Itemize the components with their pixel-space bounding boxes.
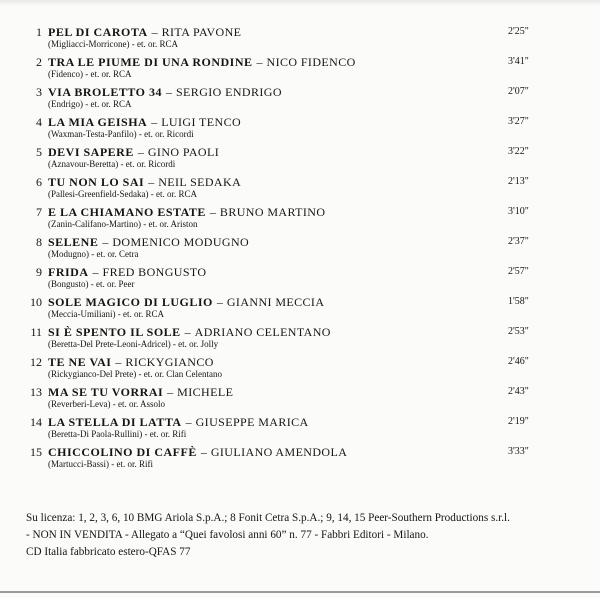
track-duration: 2'07"	[508, 86, 529, 97]
track-heading	[48, 25, 241, 39]
track-row	[0, 415, 600, 445]
title-artist-separator: –	[137, 145, 144, 159]
track-heading	[48, 145, 219, 159]
title-artist-separator: –	[209, 205, 216, 219]
track-title: TRA LE PIUME DI UNA RONDINE	[48, 55, 253, 69]
track-duration: 3'41"	[508, 56, 529, 67]
track-artist: NICO FIDENCO	[266, 55, 356, 69]
track-heading	[48, 295, 324, 309]
track-artist: GINO PAOLI	[147, 145, 220, 159]
track-row	[0, 55, 600, 85]
track-credits: (Modugno) - et. or. Cetra	[48, 249, 139, 259]
track-duration: 2'46"	[508, 356, 529, 367]
track-number: 8	[36, 235, 42, 249]
track-heading	[48, 385, 233, 399]
track-credits: (Fidenco) - et. or. RCA	[48, 69, 132, 79]
track-credits: (Reverberi-Leva) - et. or. Assolo	[48, 399, 165, 409]
track-artist: NEIL SEDAKA	[158, 175, 242, 189]
track-duration: 2'37"	[508, 236, 529, 247]
title-artist-separator: –	[165, 85, 172, 99]
track-number: 15	[30, 445, 42, 459]
track-title: LA MIA GEISHA	[48, 115, 148, 129]
track-number: 1	[36, 25, 42, 39]
track-heading	[48, 415, 309, 429]
track-row	[0, 85, 600, 115]
track-artist: SERGIO ENDRIGO	[175, 85, 282, 99]
track-heading	[48, 235, 249, 249]
title-artist-separator: –	[148, 175, 155, 189]
track-credits: (Beretta-Di Paola-Rullini) - et. or. Rifi	[48, 429, 187, 439]
track-duration: 2'53"	[508, 326, 529, 337]
license-line: Su licenza: 1, 2, 3, 6, 10 BMG Ariola S.p.A.; 8 Fonit Cetra S.p.A.; 9, 14, 15 Peer-Southern Productions s.r.l.	[26, 512, 510, 524]
track-heading	[48, 355, 214, 369]
track-credits: (Rickygianco-Del Prete) - et. or. Clan Celentano	[48, 369, 222, 379]
track-artist: GIULIANO AMENDOLA	[210, 445, 348, 459]
track-title: E LA CHIAMANO ESTATE	[48, 205, 206, 219]
title-artist-separator: –	[185, 415, 192, 429]
title-artist-separator: –	[151, 25, 158, 39]
track-row	[0, 145, 600, 175]
track-title: PEL DI CAROTA	[48, 25, 148, 39]
track-title: SELENE	[48, 235, 99, 249]
title-artist-separator: –	[92, 265, 99, 279]
track-title: MA SE TU VORRAI	[48, 385, 164, 399]
track-row	[0, 205, 600, 235]
track-title: CHICCOLINO DI CAFFÈ	[48, 445, 197, 459]
track-artist: BRUNO MARTINO	[219, 205, 326, 219]
track-title: DEVI SAPERE	[48, 145, 134, 159]
track-duration: 3'22"	[508, 146, 529, 157]
track-title: TU NON LO SAI	[48, 175, 145, 189]
track-number: 14	[30, 415, 42, 429]
track-duration: 3'33"	[508, 446, 529, 457]
title-artist-separator: –	[115, 355, 122, 369]
track-duration: 2'13"	[508, 176, 529, 187]
title-artist-separator: –	[216, 295, 223, 309]
track-heading	[48, 85, 282, 99]
track-credits: (Zanin-Califano-Martino) - et. or. Ariston	[48, 219, 198, 229]
track-number: 13	[30, 385, 42, 399]
track-row	[0, 385, 600, 415]
track-title: SI È SPENTO IL SOLE	[48, 325, 181, 339]
track-title: SOLE MAGICO DI LUGLIO	[48, 295, 213, 309]
track-number: 5	[36, 145, 42, 159]
manufacturing-line: CD Italia fabbricato estero-QFAS 77	[26, 546, 191, 558]
track-number: 10	[30, 295, 42, 309]
title-artist-separator: –	[184, 325, 191, 339]
not-for-sale-line: - NON IN VENDITA - Allegato a “Quei favolosi anni 60” n. 77 - Fabbri Editori - Milano.	[26, 529, 429, 541]
track-duration: 2'25"	[508, 26, 529, 37]
track-heading	[48, 55, 356, 69]
track-heading	[48, 445, 347, 459]
track-heading	[48, 265, 207, 279]
track-row	[0, 115, 600, 145]
track-heading	[48, 205, 325, 219]
track-number: 4	[36, 115, 42, 129]
track-row	[0, 295, 600, 325]
track-credits: (Waxman-Testa-Panfilo) - et. or. Ricordi	[48, 129, 194, 139]
title-artist-separator: –	[200, 445, 207, 459]
track-title: VIA BROLETTO 34	[48, 85, 162, 99]
track-artist: GIANNI MECCIA	[226, 295, 325, 309]
track-number: 9	[36, 265, 42, 279]
track-title: FRIDA	[48, 265, 89, 279]
title-artist-separator: –	[151, 115, 158, 129]
track-artist: ADRIANO CELENTANO	[194, 325, 331, 339]
title-artist-separator: –	[167, 385, 174, 399]
track-number: 11	[30, 325, 42, 339]
track-duration: 2'19"	[508, 416, 529, 427]
track-artist: GIUSEPPE MARICA	[195, 415, 309, 429]
track-title: LA STELLA DI LATTA	[48, 415, 182, 429]
track-duration: 1'58"	[508, 296, 529, 307]
track-number: 6	[36, 175, 42, 189]
track-number: 12	[30, 355, 42, 369]
track-number: 7	[36, 205, 42, 219]
bottom-rule	[0, 591, 600, 593]
track-artist: RICKYGIANCO	[125, 355, 214, 369]
track-heading	[48, 325, 331, 339]
track-artist: LUIGI TENCO	[161, 115, 242, 129]
track-number: 3	[36, 85, 42, 99]
track-row	[0, 25, 600, 55]
track-number: 2	[36, 55, 42, 69]
track-credits: (Endrigo) - et. or. RCA	[48, 99, 132, 109]
track-duration: 3'27"	[508, 116, 529, 127]
track-credits: (Martucci-Bassi) - et. or. Rifi	[48, 459, 153, 469]
track-row	[0, 325, 600, 355]
track-row	[0, 355, 600, 385]
track-row	[0, 175, 600, 205]
track-title: TE NE VAI	[48, 355, 112, 369]
track-duration: 3'10"	[508, 206, 529, 217]
track-row	[0, 445, 600, 475]
track-heading	[48, 115, 241, 129]
track-duration: 2'43"	[508, 386, 529, 397]
track-credits: (Beretta-Del Prete-Leoni-Adricel) - et. or. Jolly	[48, 339, 219, 349]
track-artist: RITA PAVONE	[161, 25, 242, 39]
track-heading	[48, 175, 241, 189]
track-row	[0, 265, 600, 295]
track-credits: (Bongusto) - et. or. Peer	[48, 279, 135, 289]
track-artist: MICHELE	[177, 385, 234, 399]
track-credits: (Aznavour-Beretta) - et. or. Ricordi	[48, 159, 176, 169]
track-row	[0, 235, 600, 265]
title-artist-separator: –	[256, 55, 263, 69]
title-artist-separator: –	[102, 235, 109, 249]
track-credits: (Pallesi-Greenfield-Sedaka) - et. or. RCA	[48, 189, 197, 199]
track-duration: 2'57"	[508, 266, 529, 277]
top-edge	[0, 0, 600, 6]
track-credits: (Migliacci-Morricone) - et. or. RCA	[48, 39, 178, 49]
track-artist: DOMENICO MODUGNO	[112, 235, 250, 249]
track-artist: FRED BONGUSTO	[102, 265, 207, 279]
track-credits: (Meccia-Umiliani) - et. or. RCA	[48, 309, 164, 319]
license-notes	[26, 510, 596, 561]
